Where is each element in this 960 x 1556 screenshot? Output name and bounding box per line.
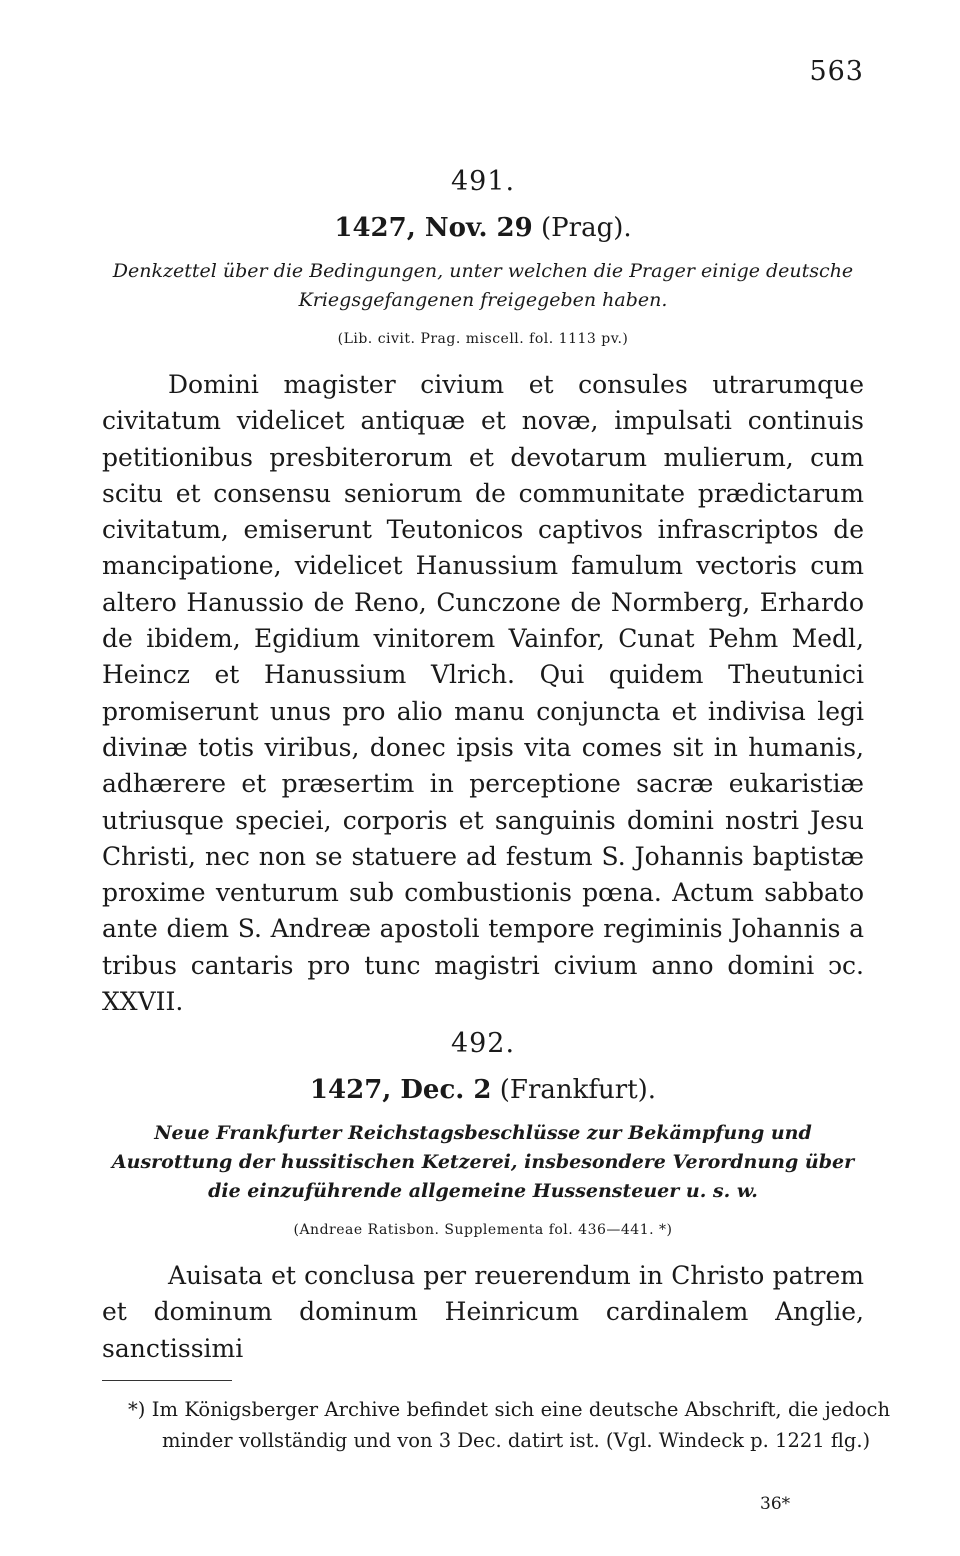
place-text: (Frankfurt).: [499, 1075, 657, 1105]
sheet-signature: 36*: [760, 1494, 791, 1514]
place-text: (Prag).: [541, 213, 632, 243]
document-number: 492.: [450, 1028, 516, 1059]
footnote: *) Im Königsberger Archive befindet sich eine deutsche Abschrift, die jedoch minder vollständig und von 3 Dec. datirt ist. (Vgl. Windeck p. 1221 flg.): [128, 1398, 890, 1452]
document-body: Auisata et conclusa per reuerendum in Christo patrem et dominum dominum Heinricum cardinalem Anglie, sanctissimi: [102, 1261, 864, 1363]
document-summary: Denkzettel über die Bedingungen, unter welchen die Prager einige deutsche Kriegsgefangenen freigegeben haben.: [112, 260, 854, 311]
document-492: [102, 1028, 864, 1367]
document-date: [102, 213, 864, 243]
document-date: [102, 1075, 864, 1105]
document-491: [102, 166, 864, 1020]
date-text: 1427, Dec. 2: [309, 1075, 492, 1105]
date-text: 1427, Nov. 29: [334, 213, 533, 243]
source-reference: (Lib. civit. Prag. miscell. fol. 1113 pv.): [337, 331, 629, 347]
footnote-divider: [102, 1380, 232, 1381]
source-reference: (Andreae Ratisbon. Supplementa fol. 436—441. *): [293, 1222, 673, 1238]
document-number: 491.: [450, 166, 516, 197]
document-body: Domini magister civium et consules utrarumque civitatum videlicet antiquæ et novæ, impulsati continuis petitionibus presbiterorum et devotarum mulierum, cum scitu et consensu seniorum de communitate prædictarum civitatum, emiserunt Teutonicos captivos infrascriptos de mancipatione, videlicet Hanussium famulum vectoris cum altero Hanussio de Reno, Cunczone de Normberg, Erhardo de ibidem, Egidium vinitorem Vainfor, Cunat Pehm Medl, Heincz et Hanussium Vlrich. Qui quidem Theutunici promiserunt unus pro alio manu conjuncta et indivisa legi divinæ totis viribus, donec ipsis vita comes sit in humanis, adhærere et præsertim in perceptione sacræ eukaristiæ utriusque speciei, corporis et sanguinis domini nostri Jesu Christi, nec non se statuere ad festum S. Johannis baptistæ proxime venturum sub combustionis pœna. Actum sabbato ante diem S. Andreæ apostoli tempore regiminis Johannis a tribus cantaris pro tunc magistri civium anno domini ↄc. XXVII.: [102, 370, 864, 1017]
document-summary: Neue Frankfurter Reichstagsbeschlüsse zur Bekämpfung und Ausrottung der hussitischen Ketzerei, insbesondere Verordnung über die einzuführende allgemeine Hussensteuer u. s. w.: [111, 1122, 855, 1202]
page-number: 563: [809, 56, 864, 87]
